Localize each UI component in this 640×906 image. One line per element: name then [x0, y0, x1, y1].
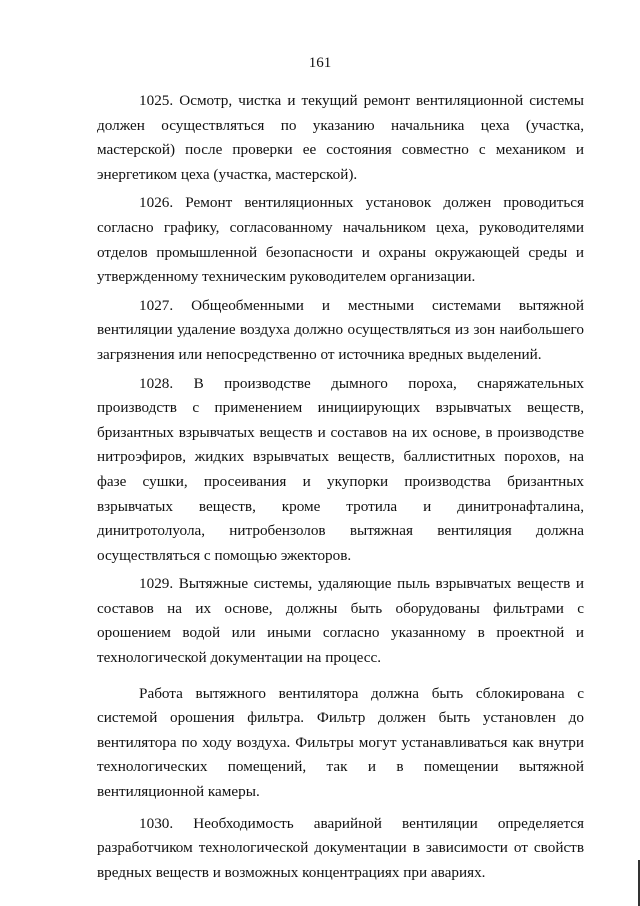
- paragraph-1025: 1025. Осмотр, чистка и текущий ремонт вентиляционной системы должен осуществляться по указанию начальника цеха (участка, мастерской) после проверки ее состояния совместно с механиком и энергетиком цеха (участка, мастерской).: [97, 92, 584, 183]
- document-body: [97, 89, 584, 889]
- paragraph-1028: 1028. В производстве дымного пороха, снаряжательных производств с применением инициирующих взрывчатых веществ, бризантных взрывчатых веществ и составов на их основе, в производстве нитроэфиров, жидких взрывчатых веществ, баллиститных порохов, на фазе сушки, просеивания и укупорки производства бризантных взрывчатых веществ, кроме тротила и динитронафталина, динитротолуола, нитробензолов вытяжная вентиляция должна осуществляться с помощью эжекторов.: [97, 374, 584, 564]
- paragraph-1027: 1027. Общеобменными и местными системами вытяжной вентиляции удаление воздуха должно осуществляться из зон наибольшего загрязнения или непосредственно от источника вредных выделений.: [97, 296, 584, 363]
- paragraph-1029: 1029. Вытяжные системы, удаляющие пыль взрывчатых веществ и составов на их основе, должны быть оборудованы фильтрами с орошением водой или иными согласно указанному в проектной и технологической документации на процесс.: [97, 575, 584, 667]
- paragraph-1026: 1026. Ремонт вентиляционных установок должен проводиться согласно графику, согласованному начальником цеха, руководителями отделов промышленной безопасности и охраны окружающей среды и утвержденному техническим руководителем организации.: [97, 194, 584, 286]
- page-number: 161: [308, 55, 332, 71]
- paragraph-1030: 1030. Необходимость аварийной вентиляции определяется разработчиком технологической документации в зависимости от свойств вредных веществ и возможных концентрациях при авариях.: [97, 814, 584, 881]
- paragraph-fan-interlock: Работа вытяжного вентилятора должна быть сблокирована с системой орошения фильтра. Фильтр должен быть установлен до вентилятора по ходу воздуха. Фильтры могут устанавливаться как внутри технологических помещений, так и в помещении вытяжной вентиляционной камеры.: [97, 684, 584, 801]
